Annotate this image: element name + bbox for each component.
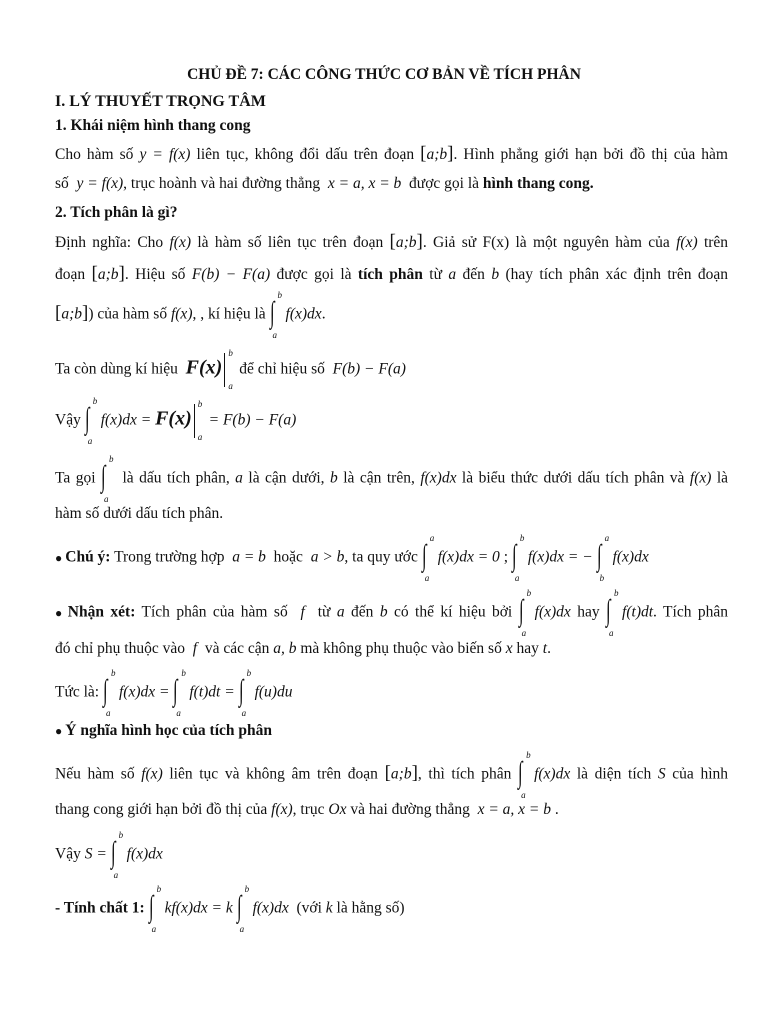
paragraph-3: Ta còn dùng kí hiệu F(x) b a để chỉ hiệu số F(b) − F(a) bbox=[55, 348, 406, 391]
paragraph-2-line-1: Định nghĩa: Cho f(x) là hàm số liên tục trên đoạn [a;b]. Giả sử F(x) là một nguyên hàm của f(x) trên bbox=[55, 231, 729, 252]
paragraph-2-line-3: [a;b]) của hàm số f(x), , kí hiệu là ∫ b a f(x)dx. bbox=[55, 290, 326, 340]
page-title: CHỦ ĐỀ 7: CÁC CÔNG THỨC CƠ BẢN VỀ TÍCH PHÂN bbox=[187, 66, 581, 83]
integral-symbol: ∫ b a bbox=[110, 830, 124, 880]
paragraph-1-line-2: số y = f(x), trục hoành và hai đường thẳng x = a, x = b được gọi là hình thang cong. bbox=[55, 175, 594, 192]
integral-symbol: ∫ b a bbox=[518, 588, 532, 638]
subsection-heading-1: 1. Khái niệm hình thang cong bbox=[55, 117, 251, 134]
paragraph-6: Tức là: ∫ b a f(x)dx = ∫ b a f(t)dt = ∫ b a f(u)du bbox=[55, 668, 293, 718]
property-1: - Tính chất 1: ∫ b a kf(x)dx = k ∫ b a f(x)dx (với k là hằng số) bbox=[55, 884, 405, 934]
integral-symbol: ∫ b a bbox=[84, 396, 98, 446]
integral-symbol: ∫ b a bbox=[101, 454, 114, 504]
paragraph-5-line-1: Ta gọi ∫ b a là dấu tích phân, a là cận dưới, b là cận trên, f(x)dx là biểu thức dưới dấu tích phân và f(x) là bbox=[55, 454, 729, 504]
note-nhan-xet-line-2: đó chỉ phụ thuộc vào f và các cận a, b mà không phụ thuộc vào biến số x hay t. bbox=[55, 640, 551, 657]
paragraph-1-line-1: Cho hàm số y = f(x) liên tục, không đổi dấu trên đoạn [a;b]. Hình phẳng giới hạn bởi đồ thị của hàm bbox=[55, 143, 728, 164]
integral-symbol: ∫ b a bbox=[236, 884, 250, 934]
subsection-heading-2: 2. Tích phân là gì? bbox=[55, 204, 178, 221]
integral-symbol: ∫ a b bbox=[596, 533, 610, 583]
integral-symbol: ∫ b a bbox=[606, 588, 619, 638]
section-heading: I. LÝ THUYẾT TRỌNG TÂM bbox=[55, 93, 266, 110]
note-nhan-xet-line-1: ● Nhận xét: Tích phân của hàm số f từ a đến b có thể kí hiệu bởi ∫ b a f(x)dx hay ∫ b a f(t)dt. Tích phân bbox=[55, 588, 729, 638]
paragraph-2-line-2: đoạn [a;b]. Hiệu số F(b) − F(a) được gọi là tích phân từ a đến b (hay tích phân xác định trên đoạn bbox=[55, 263, 728, 284]
note-y-nghia: ● Ý nghĩa hình học của tích phân bbox=[55, 722, 272, 739]
note-chu-y: ● Chú ý: Trong trường hợp a = b hoặc a > b, ta quy ước ∫ a a f(x)dx = 0 ; ∫ b a f(x)dx = − ∫ a b f(x)dx bbox=[55, 533, 649, 583]
integral-symbol: ∫ b a bbox=[103, 668, 116, 718]
paragraph-5-line-2: hàm số dưới dấu tích phân. bbox=[55, 505, 224, 522]
paragraph-4: Vậy ∫ b a f(x)dx = F(x) b a = F(b) − F(a) bbox=[55, 396, 297, 446]
paragraph-8: Vậy S = ∫ b a f(x)dx bbox=[55, 830, 163, 880]
integral-symbol: ∫ a a bbox=[421, 533, 435, 583]
integral-symbol: ∫ b a bbox=[511, 533, 525, 583]
integral-symbol: ∫ b a bbox=[518, 750, 531, 800]
integral-symbol: ∫ b a bbox=[269, 290, 283, 340]
paragraph-7-line-2: thang cong giới hạn bởi đồ thị của f(x), trục Ox và hai đường thẳng x = a, x = b . bbox=[55, 801, 559, 818]
integral-symbol: ∫ b a bbox=[148, 884, 162, 934]
integral-symbol: ∫ b a bbox=[238, 668, 252, 718]
paragraph-7-line-1: Nếu hàm số f(x) liên tục và không âm trên đoạn [a;b], thì tích phân ∫ b a f(x)dx là diện tích S của hình bbox=[55, 750, 729, 800]
integral-symbol: ∫ b a bbox=[173, 668, 186, 718]
